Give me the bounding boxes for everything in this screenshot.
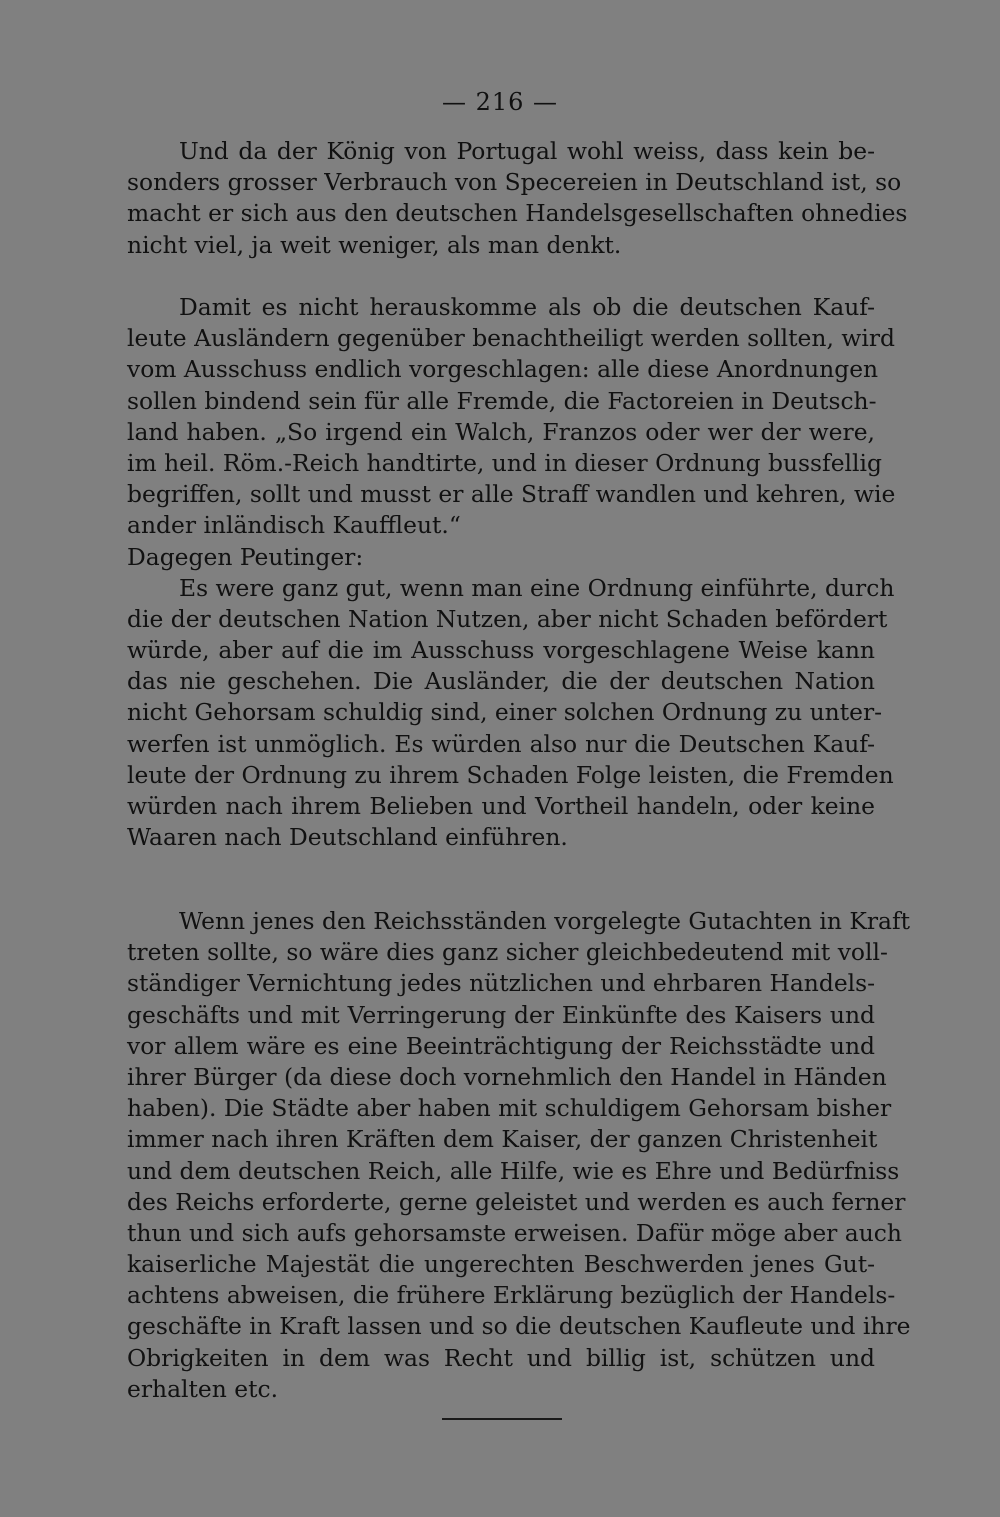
text-line: achtens abweisen, die frühere Erklärung bezüglich der Handels- bbox=[127, 1281, 896, 1310]
text-line: Dagegen Peutinger: bbox=[127, 542, 364, 571]
text-line: begriffen, sollt und musst er alle Straff wandlen und kehren, wie bbox=[127, 480, 896, 509]
text-line: Waaren nach Deutschland einführen. bbox=[127, 823, 568, 852]
text-line: vor allem wäre es eine Beeinträchtigung der Reichsstädte und bbox=[127, 1031, 875, 1060]
text-line: nicht viel, ja weit weniger, als man denkt. bbox=[127, 230, 622, 259]
text-line: ander inländisch Kauffleut.“ bbox=[127, 511, 461, 540]
text-line: Wenn jenes den Reichsständen vorgelegte Gutachten in Kraft bbox=[179, 907, 911, 935]
page-number: — 216 — bbox=[441, 88, 559, 116]
text-line: ständiger Vernichtung jedes nützlichen und ehrbaren Handels- bbox=[127, 969, 876, 998]
text-line: erhalten etc. bbox=[127, 1374, 279, 1403]
text-line: Obrigkeiten in dem was Recht und billig ist, schützen und bbox=[127, 1343, 875, 1372]
text-line: sollen bindend sein für alle Fremde, die Factoreien in Deutsch- bbox=[127, 386, 877, 415]
text-line: macht er sich aus den deutschen Handelsgesellschaften ohnedies bbox=[127, 199, 908, 228]
text-line: Und da der König von Portugal wohl weiss, dass kein be- bbox=[179, 137, 875, 165]
text-line: kaiserliche Majestät die ungerechten Beschwerden jenes Gut- bbox=[127, 1250, 875, 1279]
text-line: und dem deutschen Reich, alle Hilfe, wie es Ehre und Bedürfniss bbox=[127, 1156, 900, 1185]
text-line: würde, aber auf die im Ausschuss vorgeschlagene Weise kann bbox=[127, 636, 875, 665]
text-line: vom Ausschuss endlich vorgeschlagen: alle diese Anordnungen bbox=[127, 355, 879, 384]
text-line: haben). Die Städte aber haben mit schuldigem Gehorsam bisher bbox=[127, 1094, 892, 1123]
paragraph-2 bbox=[127, 292, 896, 853]
text-line: das nie geschehen. Die Ausländer, die der deutschen Nation bbox=[127, 667, 875, 696]
text-line: würden nach ihrem Belieben und Vortheil handeln, oder keine bbox=[127, 792, 875, 820]
text-line: sonders grosser Verbrauch von Specereien in Deutschland ist, so bbox=[127, 168, 902, 197]
text-line: im heil. Röm.-Reich handtirte, und in dieser Ordnung bussfellig bbox=[127, 448, 882, 477]
text-line: Es were ganz gut, wenn man eine Ordnung einführte, durch bbox=[179, 573, 895, 602]
text-line: ihrer Bürger (da diese doch vornehmlich den Handel in Händen bbox=[127, 1062, 887, 1091]
closing-rule-divider bbox=[442, 1418, 562, 1420]
text-line: treten sollte, so wäre dies ganz sicher gleichbedeutend mit voll- bbox=[127, 938, 888, 967]
text-line: werfen ist unmöglich. Es würden also nur die Deutschen Kauf- bbox=[127, 729, 875, 758]
text-line: nicht Gehorsam schuldig sind, einer solchen Ordnung zu unter- bbox=[127, 698, 883, 727]
paragraph-1 bbox=[127, 136, 908, 261]
text-line: die der deutschen Nation Nutzen, aber nicht Schaden befördert bbox=[127, 604, 888, 633]
text-line: immer nach ihren Kräften dem Kaiser, der ganzen Christenheit bbox=[127, 1125, 878, 1154]
text-line: Damit es nicht herauskomme als ob die deutschen Kauf- bbox=[179, 293, 875, 321]
text-line: des Reichs erforderte, gerne geleistet und werden es auch ferner bbox=[127, 1187, 906, 1216]
paragraph-3 bbox=[127, 906, 911, 1405]
text-line: leute Ausländern gegenüber benachtheiligt werden sollten, wird bbox=[127, 324, 895, 353]
text-line: geschäfts und mit Verringerung der Einkünfte des Kaisers und bbox=[127, 1000, 875, 1029]
text-line: geschäfte in Kraft lassen und so die deutschen Kaufleute und ihre bbox=[127, 1312, 911, 1341]
text-line: thun und sich aufs gehorsamste erweisen. Dafür möge aber auch bbox=[127, 1218, 902, 1247]
text-line: land haben. „So irgend ein Walch, Franzos oder wer der were, bbox=[127, 417, 875, 446]
text-line: leute der Ordnung zu ihrem Schaden Folge leisten, die Fremden bbox=[127, 760, 894, 789]
